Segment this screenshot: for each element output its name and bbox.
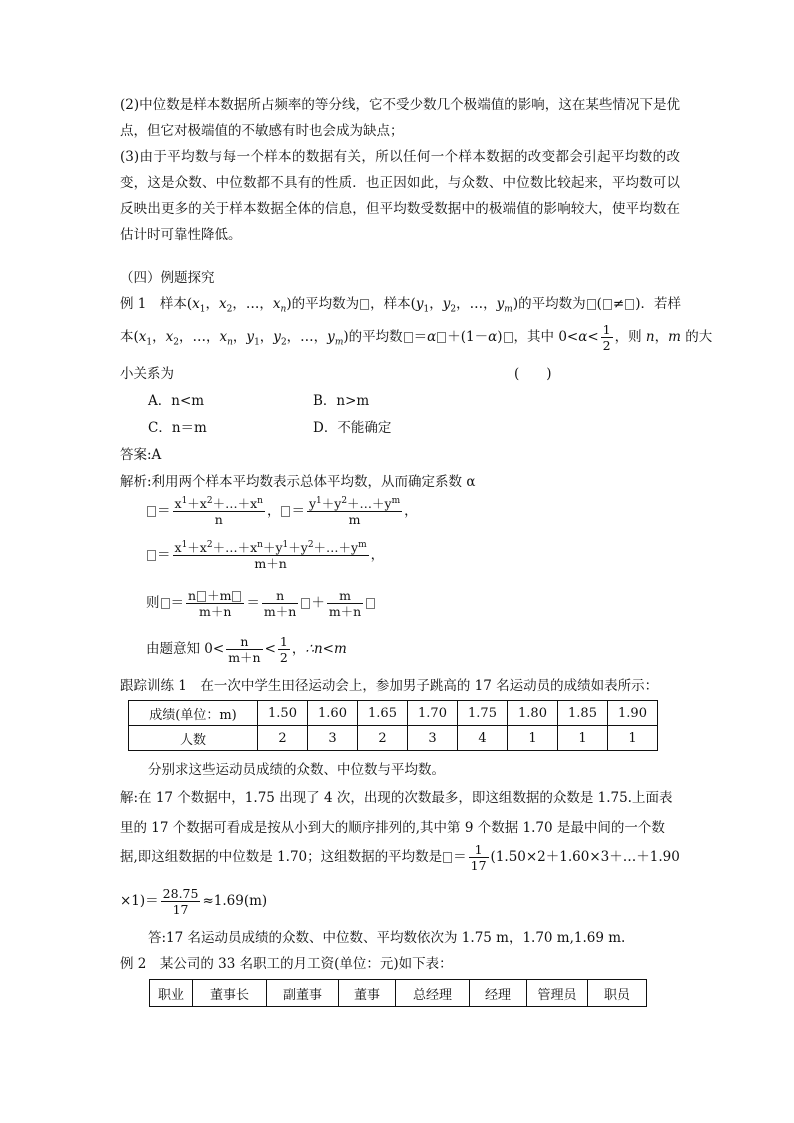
salary-table (149, 979, 647, 1007)
example1-line2: 本($x_1$，$x_2$，…，$x_n$，$y_1$，$y_2$，…，$y_m$)的平均数 ＝α ＋(1－α) ，其中 0<α< $\frac{1}{2}$ ，则 n，m 的大 (120, 322, 713, 353)
half-fraction: $\frac{1}{2}$ (602, 322, 611, 353)
option-a: A．n<m (148, 393, 205, 409)
paragraph-median: (2)中位数是样本数据所占频率的等分线，它不受少数几个极端值的影响，这在某些情况下是优点，但它对极端值的不敏感有时也会成为缺点； (120, 97, 680, 139)
solution-line2: 里的 17 个数据可看成是按从小到大的顺序排列的,其中第 9 个数据 1.70 是最中间的一个数 (120, 820, 665, 836)
mean-x-symbol-icon (301, 598, 310, 609)
formula-mean-x-y: ＝ $\frac{x^1+x^2+\dots+x^n}{n}$ ， ＝ $\frac{y^1+y^2+\dots+y^m}{m}$ ， (146, 496, 418, 527)
option-b: B．n>m (313, 393, 370, 409)
mean-y-symbol-icon (625, 299, 634, 310)
mean-x-symbol-icon (147, 506, 156, 517)
table-header-cell: 经理 (470, 980, 527, 1007)
table-header-cell: 董事 (339, 980, 396, 1007)
analysis-line: 解析:利用两个样本平均数表示总体平均数，从而确定系数 α (120, 474, 476, 490)
answer-line: 答案:A (120, 447, 162, 463)
answer-bracket: ( ) (514, 366, 552, 382)
mean-z-symbol-icon (404, 332, 413, 343)
solution-line4: ×1)＝ $\frac{28.75}{17}$ ≈1.69(m) (120, 886, 268, 917)
solution-line3: 据,即这组数据的中位数是 1.70；这组数据的平均数是 ＝ $\frac{1}{17}$ (1.50×2＋1.60×3＋…＋1.90 (120, 842, 680, 873)
formula-weighted: 则 ＝ $\frac{n +m}{m+n}$ ＝ $\frac{n}{m+n}$ ＋ $\frac{m}{m+n}$ (146, 588, 376, 619)
table-row (150, 980, 647, 1007)
option-c: C．n＝m (148, 420, 207, 436)
table-header-cell: 职员 (588, 980, 647, 1007)
table-header-cell: 副董事 (267, 980, 339, 1007)
table-header-cell: 管理员 (527, 980, 588, 1007)
mean-x-symbol-icon (603, 299, 612, 310)
track1-question: 分别求这些运动员成绩的众数、中位数与平均数。 (148, 762, 445, 778)
table-row: 成绩(单位：m) 1.50 1.60 1.65 1.70 1.75 1.80 1.85 1.90 (129, 701, 658, 726)
table-header-cell: 人数 (129, 726, 258, 751)
formula-conclusion: 由题意知 0< $\frac{n}{m+n}$ < $\frac{1}{2}$ ，∴n<m (146, 634, 347, 665)
mean-y-symbol-icon (366, 598, 375, 609)
table-header-cell: 职业 (150, 980, 193, 1007)
mean-y-symbol-icon (281, 506, 290, 517)
mean-x-symbol-icon (360, 299, 369, 310)
table-header-cell: 总经理 (396, 980, 470, 1007)
solution-line1: 解:在 17 个数据中，1.75 出现了 4 次，出现的次数最多，即这组数据的众数是 1.75.上面表 (120, 790, 673, 806)
track1-intro: 跟踪训练 1 在一次中学生田径运动会上，参加男子跳高的 17 名运动员的成绩如表所示： (120, 678, 659, 694)
example1-label: 例 1 (120, 296, 147, 312)
track1-answer: 答:17 名运动员成绩的众数、中位数、平均数依次为 1.75 m，1.70 m,1.69 m. (148, 930, 626, 946)
section-heading: （四）例题探究 (120, 270, 215, 286)
paragraph-mean: (3)由于平均数与每一个样本的数据有关，所以任何一个样本数据的改变都会引起平均数的改变，这是众数、中位数都不具有的性质．也正因如此，与众数、中位数比较起来，平均数可以反映出更多的关于样本数据全体的信息，但平均数受数据中的极端值的影响较大，使平均数在估计时可靠性降低。 (120, 149, 680, 243)
example1-line3: 小关系为 (120, 366, 174, 382)
mean-y-symbol-icon (587, 299, 596, 310)
example2-intro: 例 2 某公司的 33 名职工的月工资(单位：元)如下表： (120, 956, 453, 972)
mean-z-symbol-icon (147, 550, 156, 561)
example1-line1: 例 1 样本($x_1$，$x_2$，…，$x_n$)的平均数为 ，样本($y_1$，$y_2$，…，$y_m$)的平均数为 ( ≠ )．若样 (120, 296, 681, 315)
mean-x-symbol-icon (437, 332, 446, 343)
height-score-table (128, 700, 658, 751)
table-row: 人数 2 3 2 3 4 1 1 1 (129, 726, 658, 751)
formula-mean-z: ＝ $\frac{x^1+x^2+\dots+x^n+y^1+y^2+\dots+y^m}{m+n}$ ， (146, 540, 384, 571)
mean-x-symbol-icon (443, 852, 452, 863)
option-d: D．不能确定 (313, 420, 392, 436)
table-header-cell: 成绩(单位：m) (129, 701, 258, 726)
table-header-cell: 董事长 (193, 980, 267, 1007)
mean-y-symbol-icon (504, 332, 513, 343)
mean-z-symbol-icon (161, 598, 170, 609)
